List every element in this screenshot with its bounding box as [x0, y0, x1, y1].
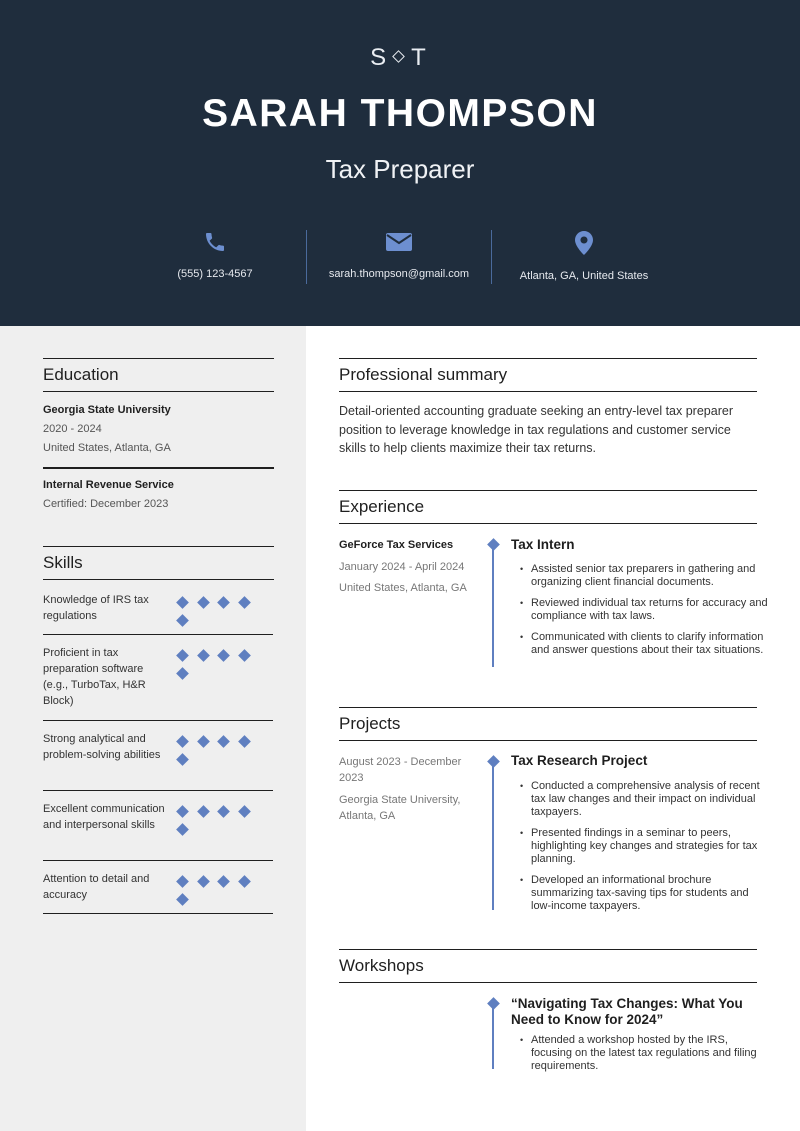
rating-diamond-icon [176, 753, 189, 766]
rating-diamond-icon [238, 735, 251, 748]
email-text: sarah.thompson@gmail.com [328, 268, 470, 280]
experience-role: Tax Intern [511, 537, 575, 552]
rating-diamond-icon [176, 667, 189, 680]
skill-name: Strong analytical and problem-solving abilities [43, 733, 161, 761]
rating-diamond-icon [176, 596, 189, 609]
experience-org: GeForce Tax Services [339, 539, 454, 551]
rating-diamond-icon [197, 735, 210, 748]
rating-diamond-icon [217, 735, 230, 748]
skill-name: Proficient in tax preparation software (e.g., TurboTax, H&R Block) [43, 647, 146, 707]
rating-diamond-icon [176, 893, 189, 906]
rating-diamond-icon [197, 596, 210, 609]
project-dates: August 2023 - December 2023 [339, 756, 462, 784]
list-item: • Conducted a comprehensive analysis of recent tax law changes and their impact on individual taxpayers. [519, 780, 769, 819]
skill-name: Attention to detail and accuracy [43, 873, 150, 901]
list-item: • Presented findings in a seminar to peers, highlighting key changes and strategies for tax planning. [519, 827, 769, 866]
contact-divider [491, 230, 492, 284]
rating-diamond-icon [176, 735, 189, 748]
contact-divider [306, 230, 307, 284]
rating-diamond-icon [217, 596, 230, 609]
list-item: • Communicated with clients to clarify information and answer questions about their tax situations. [519, 631, 769, 657]
rating-diamond-icon [176, 805, 189, 818]
skill-rating [178, 647, 273, 661]
phone-text: (555) 123-4567 [177, 268, 253, 280]
workshops-heading: Workshops [339, 949, 757, 983]
skill-rating [178, 733, 273, 747]
rating-diamond-icon [238, 875, 251, 888]
experience-bullets [519, 563, 769, 665]
skill-name: Excellent communication and interpersonal skills [43, 803, 165, 831]
education-dates: 2020 - 2024 [43, 423, 102, 435]
monogram-diamond-icon [392, 50, 405, 63]
skill-row [43, 861, 273, 914]
education-school: Georgia State University [43, 404, 171, 416]
rating-diamond-icon [176, 875, 189, 888]
workshop-bullets [519, 1034, 769, 1081]
skills-heading: Skills [43, 546, 274, 580]
skill-row [43, 582, 273, 635]
skill-name: Knowledge of IRS tax regulations [43, 594, 149, 622]
contact-email [309, 230, 489, 284]
rating-diamond-icon [217, 649, 230, 662]
certification-issuer: Internal Revenue Service [43, 479, 174, 491]
project-title: Tax Research Project [511, 753, 648, 768]
monogram-right: T [411, 44, 430, 71]
skill-rating [178, 594, 273, 608]
education-divider [43, 467, 274, 469]
education-location: United States, Atlanta, GA [43, 442, 171, 454]
rating-diamond-icon [238, 805, 251, 818]
rating-diamond-icon [217, 805, 230, 818]
list-item: • Attended a workshop hosted by the IRS, focusing on the latest tax regulations and filing requirements. [519, 1034, 769, 1073]
skill-row [43, 791, 273, 861]
rating-diamond-icon [238, 596, 251, 609]
experience-location: United States, Atlanta, GA [339, 582, 467, 594]
projects-heading: Projects [339, 707, 757, 741]
project-bullets [519, 780, 769, 921]
skill-rating [178, 803, 273, 817]
project-location: Georgia State University, Atlanta, GA [339, 794, 461, 822]
monogram [0, 44, 800, 72]
rating-diamond-icon [197, 805, 210, 818]
summary-heading: Professional summary [339, 358, 757, 392]
resume-header [0, 0, 800, 326]
workshop-timeline [492, 1003, 494, 1069]
contact-phone [130, 230, 300, 284]
skill-rating [178, 873, 273, 887]
job-title: Tax Preparer [325, 154, 475, 184]
certification-detail: Certified: December 2023 [43, 498, 169, 510]
experience-timeline [492, 545, 494, 667]
rating-diamond-icon [176, 614, 189, 627]
experience-dates: January 2024 - April 2024 [339, 561, 465, 573]
candidate-name: SARAH THOMPSON [202, 92, 598, 135]
list-item: • Developed an informational brochure summarizing tax-saving tips for students and low-income taxpayers. [519, 874, 769, 913]
rating-diamond-icon [217, 875, 230, 888]
list-item: • Assisted senior tax preparers in gathering and organizing client financial documents. [519, 563, 769, 589]
list-item: • Reviewed individual tax returns for accuracy and compliance with tax laws. [519, 597, 769, 623]
rating-diamond-icon [197, 875, 210, 888]
location-pin-icon [573, 230, 595, 256]
rating-diamond-icon [176, 649, 189, 662]
rating-diamond-icon [238, 649, 251, 662]
phone-icon [203, 230, 227, 254]
contact-location [494, 230, 674, 284]
summary-text: Detail-oriented accounting graduate seeking an entry-level tax preparer position to leverage knowledge in tax regulations and customer service skills to help clients maximize their tax returns. [339, 404, 733, 455]
skill-row [43, 635, 273, 721]
rating-diamond-icon [197, 649, 210, 662]
location-text: Atlanta, GA, United States [519, 270, 649, 282]
email-icon [385, 230, 413, 254]
experience-heading: Experience [339, 490, 757, 524]
skill-row [43, 721, 273, 791]
workshop-title: “Navigating Tax Changes: What You Need to Know for 2024” [511, 996, 743, 1027]
monogram-left: S [370, 44, 391, 71]
project-timeline [492, 762, 494, 910]
education-heading: Education [43, 358, 274, 392]
rating-diamond-icon [176, 823, 189, 836]
